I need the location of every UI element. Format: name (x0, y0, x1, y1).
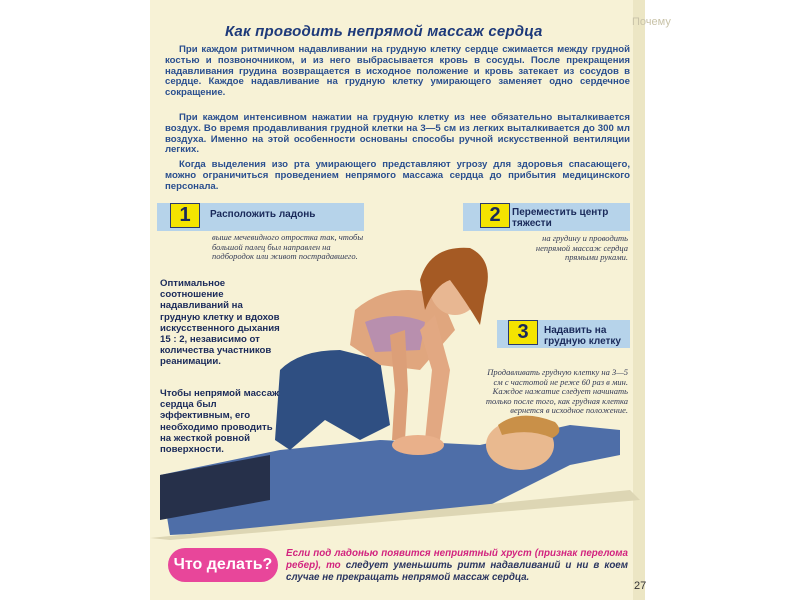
step-1-note: выше мечевидного отростка так, чтобы большой палец был направлен на подбородок или живот пострадавшего. (212, 232, 364, 262)
bottom-warning (286, 548, 628, 585)
warning-rest: следует уменьшить ритм надавливаний и ни в коем случае не прекращать непрямой массаж сердца. (286, 560, 628, 584)
rescuer-arm-left (390, 330, 408, 440)
rescuer-jeans (275, 350, 390, 450)
step-2-note: на грудину и проводить непрямой массаж сердца прямыми руками. (535, 233, 628, 263)
side-note-surface: Чтобы непрямой массаж сердца был эффективным, его необходимо проводить на жесткой ровной поверхности. (160, 388, 279, 456)
step-3-number: 3 (508, 320, 538, 345)
paragraph-1: При каждом ритмичном надавливании на грудную клетку сердце сжимается между грудной костью и позвоночником, и из него выбрасывается кровь в сосуды. После прекращения надавливания грудина возвращается в исходное положение и кровь затекает из сосудов в сердце. Каждое надавливание на грудную клетку умирающего заменяет одно сердечное сокращение. (165, 44, 630, 99)
step-3-note: Продавливать грудную клетку на 3—5 см с частотой не реже 60 раз в мин. Каждое нажатие следует начинать только после того, как грудная клетка вернется в исходное положение. (485, 367, 628, 416)
step-3-label: Надавить на грудную клетку (544, 325, 621, 347)
step-2-number: 2 (480, 203, 510, 228)
page-title: Как проводить непрямой массаж сердца (225, 23, 543, 40)
step-1-number: 1 (170, 203, 200, 228)
page-number: 27 (634, 580, 647, 592)
paragraph-2: При каждом интенсивном нажатии на грудную клетку из нее обязательно выталкивается воздух. Во время продавливания грудной клетки на 3—5 см из легких выталкивается до 300 мл воздуха. Именно на этой особенности основаны способы ручной искусственной вентиляции легких. (165, 112, 630, 156)
step-2-label: Переместить центр тяжести (512, 207, 609, 229)
paragraph-3: Когда выделения изо рта умирающего представляют угрозу для здоровья спасающего, можно ограничиться проведением непрямого массажа сердца до прибытия медицинского персонала. (165, 159, 630, 192)
warning-highlight: Если под ладонью появится неприятный хруст (признак перелома ребер), то (286, 548, 628, 572)
step-1-label: Расположить ладонь (210, 209, 316, 220)
rescuer-hands (392, 435, 444, 455)
what-to-do-badge: Что делать? (168, 548, 278, 582)
next-page-fragment: Почему (632, 16, 671, 28)
side-note-ratio: Оптимальное соотношение надавливаний на грудную клетку и вдохов искусственного дыхания 15 : 2, независимо от количества участников реанимации. (160, 278, 280, 368)
